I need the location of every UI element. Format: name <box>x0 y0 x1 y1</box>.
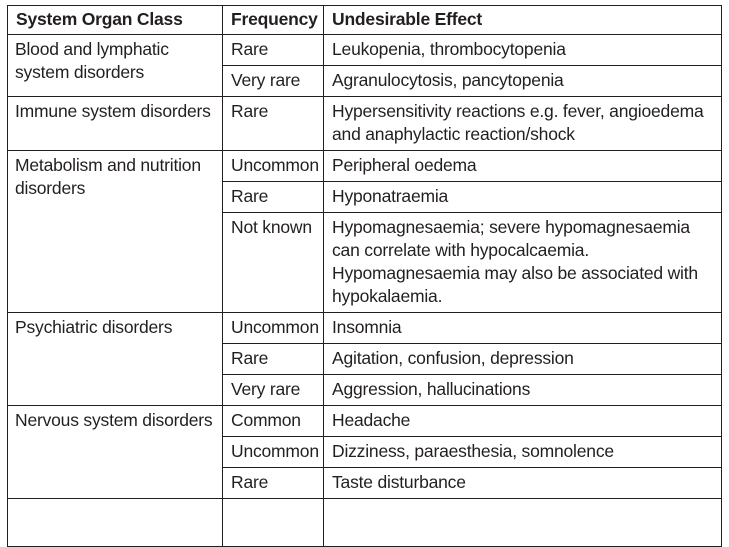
system-organ-class-cell: Blood and lymphatic system disorders <box>8 35 223 97</box>
system-organ-class-cell: Psychiatric disorders <box>8 313 223 406</box>
system-organ-class-cell: Nervous system disorders <box>8 406 223 499</box>
undesirable-effect-cell: Insomnia <box>324 313 722 344</box>
frequency-cell: Rare <box>223 468 324 499</box>
undesirable-effect-cell: Agitation, confusion, depression <box>324 344 722 375</box>
table-row <box>8 406 722 437</box>
undesirable-effect-cell: Headache <box>324 406 722 437</box>
frequency-cell: Rare <box>223 344 324 375</box>
frequency-cell: Uncommon <box>223 313 324 344</box>
adverse-effects-table <box>7 5 722 547</box>
empty-cell <box>8 499 223 547</box>
table-body <box>8 35 722 547</box>
undesirable-effect-cell: Hypomagnesaemia; severe hypomagnesaemia can correlate with hypocalcaemia. Hypomagnesaemia may also be associated with hypokalaemia. <box>324 213 722 313</box>
frequency-cell: Rare <box>223 35 324 66</box>
document-page <box>7 5 721 492</box>
frequency-cell: Uncommon <box>223 151 324 182</box>
table-header-row <box>8 6 722 35</box>
frequency-cell: Common <box>223 406 324 437</box>
undesirable-effect-cell: Hypersensitivity reactions e.g. fever, angioedema and anaphylactic reaction/shock <box>324 97 722 151</box>
undesirable-effect-cell: Peripheral oedema <box>324 151 722 182</box>
frequency-cell: Rare <box>223 182 324 213</box>
frequency-cell: Not known <box>223 213 324 313</box>
undesirable-effect-cell: Dizziness, paraesthesia, somnolence <box>324 437 722 468</box>
undesirable-effect-cell: Agranulocytosis, pancytopenia <box>324 66 722 97</box>
empty-cell <box>324 499 722 547</box>
table-row <box>8 313 722 344</box>
undesirable-effect-cell: Hyponatraemia <box>324 182 722 213</box>
frequency-cell: Very rare <box>223 375 324 406</box>
undesirable-effect-cell: Leukopenia, thrombocytopenia <box>324 35 722 66</box>
system-organ-class-cell: Immune system disorders <box>8 97 223 151</box>
undesirable-effect-cell: Taste disturbance <box>324 468 722 499</box>
undesirable-effect-cell: Aggression, hallucinations <box>324 375 722 406</box>
empty-cell <box>223 499 324 547</box>
system-organ-class-cell: Metabolism and nutrition disorders <box>8 151 223 313</box>
table-row <box>8 35 722 66</box>
header-undesirable-effect: Undesirable Effect <box>324 6 722 35</box>
header-frequency: Frequency <box>223 6 324 35</box>
table-row <box>8 97 722 151</box>
header-system-organ-class: System Organ Class <box>8 6 223 35</box>
frequency-cell: Uncommon <box>223 437 324 468</box>
table-row-continued <box>8 499 722 547</box>
frequency-cell: Rare <box>223 97 324 151</box>
frequency-cell: Very rare <box>223 66 324 97</box>
table-row <box>8 151 722 182</box>
